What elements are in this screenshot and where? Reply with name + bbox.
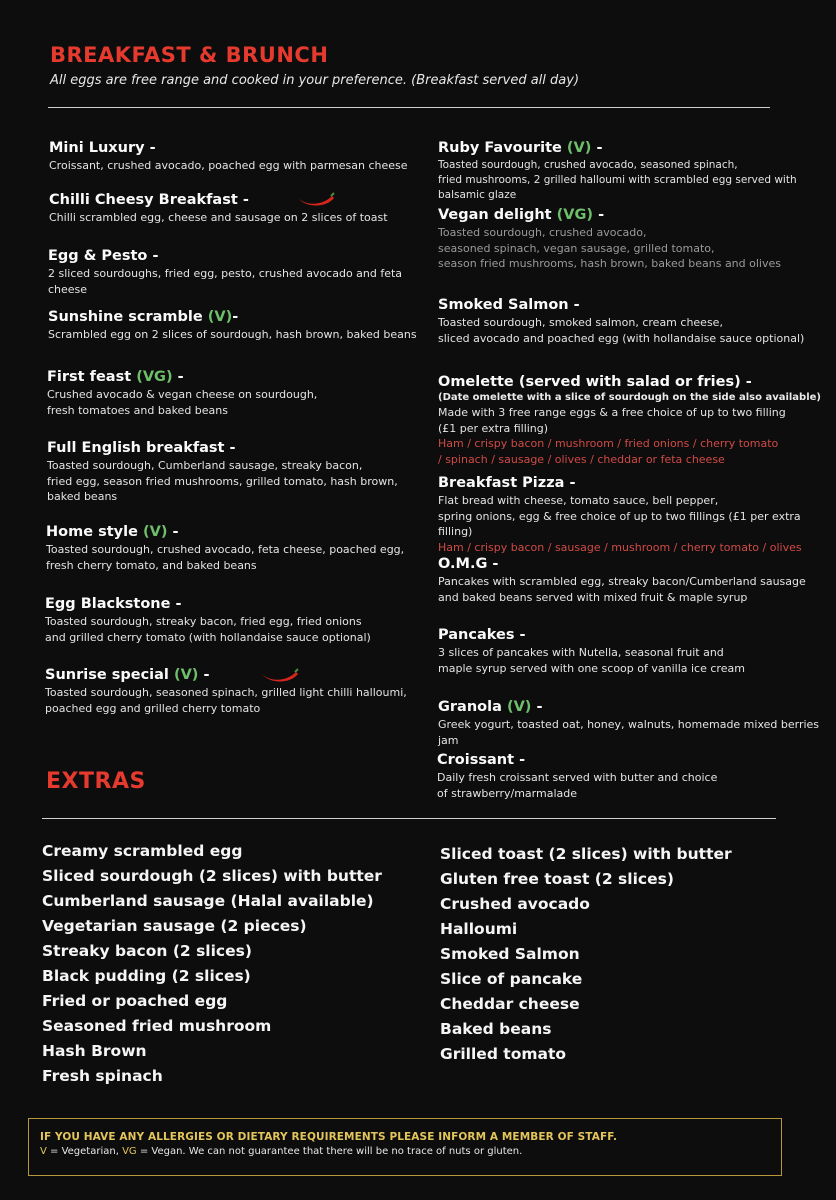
menu-item xyxy=(49,140,429,174)
item-desc: 3 slices of pancakes with Nutella, seasonal fruit and maple syrup served with one scoop of vanilla ice cream xyxy=(438,646,745,675)
item-name: Chilli Cheesy Breakfast - xyxy=(49,192,249,208)
menu-item xyxy=(49,192,429,226)
item-name: Granola (V) - xyxy=(438,699,543,715)
extra-item: Cumberland sausage (Halal available) xyxy=(42,892,374,910)
menu-item xyxy=(438,699,830,748)
extra-item: Smoked Salmon xyxy=(440,945,580,963)
extra-item: Sliced sourdough (2 slices) with butter xyxy=(42,867,382,885)
item-desc: Daily fresh croissant served with butter and choice of strawberry/marmalade xyxy=(437,771,718,800)
extra-item: Hash Brown xyxy=(42,1042,147,1060)
extra-item: Halloumi xyxy=(440,920,518,938)
veg-tag: (V) xyxy=(566,140,592,156)
item-options: Ham / crispy bacon / mushroom / fried onions / cherry tomato / spinach / sausage / olives / cheddar or feta cheese xyxy=(438,437,779,466)
menu-item xyxy=(48,248,428,297)
extra-item: Crushed avocado xyxy=(440,895,590,913)
item-name: Egg & Pesto - xyxy=(48,248,159,264)
item-desc: Toasted sourdough, Cumberland sausage, streaky bacon, fried egg, season fried mushrooms, grilled tomato, hash brown, baked beans xyxy=(47,459,398,503)
allergy-notice xyxy=(28,1118,782,1176)
item-desc: Toasted sourdough, seasoned spinach, grilled light chilli halloumi, poached egg and grilled cherry tomato xyxy=(45,686,407,715)
menu-item xyxy=(48,309,428,343)
item-name: Full English breakfast - xyxy=(47,440,236,456)
item-desc: Toasted sourdough, streaky bacon, fried egg, fried onions and grilled cherry tomato (with hollandaise sauce optional) xyxy=(45,615,371,644)
vg-key: VG xyxy=(122,1146,137,1157)
item-name: Mini Luxury - xyxy=(49,140,156,156)
veg-tag: (V) xyxy=(506,699,532,715)
menu-item xyxy=(438,140,828,203)
item-name: Ruby Favourite (V) - xyxy=(438,140,603,156)
extra-item: Seasoned fried mushroom xyxy=(42,1017,272,1035)
v-key: V xyxy=(40,1146,47,1157)
item-options: Ham / crispy bacon / sausage / mushroom / cherry tomato / olives xyxy=(438,540,802,554)
extra-item: Baked beans xyxy=(440,1020,552,1038)
extras-right-list xyxy=(440,842,732,1067)
item-name: Sunrise special (V) - xyxy=(45,667,210,683)
item-name: Smoked Salmon - xyxy=(438,297,580,313)
extras-left-list xyxy=(42,839,382,1089)
item-name: Home style (V) - xyxy=(46,524,179,540)
allergy-notice-heading: IF YOU HAVE ANY ALLERGIES OR DIETARY REQUIREMENTS PLEASE INFORM A MEMBER OF STAFF. xyxy=(40,1131,618,1143)
menu-item xyxy=(45,596,425,645)
item-desc: Crushed avocado & vegan cheese on sourdough, fresh tomatoes and baked beans xyxy=(47,388,318,417)
item-desc: Toasted sourdough, crushed avocado, feta cheese, poached egg, fresh cherry tomato, and baked beans xyxy=(46,543,405,572)
menu-item xyxy=(438,374,828,467)
menu-item xyxy=(438,627,828,676)
menu-item xyxy=(46,524,426,573)
item-desc: Croissant, crushed avocado, poached egg with parmesan cheese xyxy=(49,159,408,172)
item-name: Sunshine scramble (V)- xyxy=(48,309,239,325)
item-desc: Greek yogurt, toasted oat, honey, walnuts, homemade mixed berries jam xyxy=(438,718,820,747)
item-name: Egg Blackstone - xyxy=(45,596,182,612)
section-divider xyxy=(48,107,770,108)
extra-item: Streaky bacon (2 slices) xyxy=(42,942,252,960)
breakfast-subtitle: All eggs are free range and cooked in your preference. (Breakfast served all day) xyxy=(50,73,580,88)
item-name: Omelette (served with salad or fries) - xyxy=(438,374,752,390)
extra-item: Sliced toast (2 slices) with butter xyxy=(440,845,732,863)
item-desc: Toasted sourdough, smoked salmon, cream cheese, sliced avocado and poached egg (with hollandaise sauce optional) xyxy=(438,316,805,345)
item-desc: Pancakes with scrambled egg, streaky bacon/Cumberland sausage and baked beans served with mixed fruit & maple syrup xyxy=(438,575,806,604)
item-name: Croissant - xyxy=(437,752,526,768)
item-desc: Toasted sourdough, crushed avocado, seasoned spinach, fried mushrooms, 2 grilled halloumi with scrambled egg served with balsamic glaze xyxy=(438,159,797,201)
veg-tag: (V) xyxy=(207,309,233,325)
extra-item: Slice of pancake xyxy=(440,970,583,988)
menu-item xyxy=(437,752,827,801)
vegan-tag: (VG) xyxy=(136,369,173,385)
menu-item xyxy=(47,440,427,505)
menu-item xyxy=(47,369,427,418)
vegan-tag: (VG) xyxy=(556,207,594,223)
extra-item: Creamy scrambled egg xyxy=(42,842,243,860)
item-desc: Flat bread with cheese, tomato sauce, bell pepper, spring onions, egg & free choice of up to two fillings (£1 per extra filling) xyxy=(438,494,801,538)
item-desc: Chilli scrambled egg, cheese and sausage on 2 slices of toast xyxy=(49,211,388,224)
menu-item xyxy=(438,475,833,555)
extra-item: Vegetarian sausage (2 pieces) xyxy=(42,917,307,935)
extra-item: Black pudding (2 slices) xyxy=(42,967,251,985)
menu-item xyxy=(438,297,828,346)
extras-title: EXTRAS xyxy=(46,769,146,794)
item-name: Breakfast Pizza - xyxy=(438,475,576,491)
item-desc: Made with 3 free range eggs & a free choice of up to two filling (£1 per extra filling) xyxy=(438,406,786,435)
menu-item xyxy=(438,207,828,272)
menu-item xyxy=(45,667,425,716)
veg-tag: (V) xyxy=(142,524,168,540)
extra-item: Fried or poached egg xyxy=(42,992,228,1010)
extra-item: Gluten free toast (2 slices) xyxy=(440,870,674,888)
item-desc: Scrambled egg on 2 slices of sourdough, hash brown, baked beans xyxy=(48,328,417,341)
menu-item xyxy=(438,556,828,605)
extra-item: Cheddar cheese xyxy=(440,995,580,1013)
item-name: Pancakes - xyxy=(438,627,526,643)
extra-item: Fresh spinach xyxy=(42,1067,163,1085)
chilli-icon xyxy=(260,668,300,684)
extra-item: Grilled tomato xyxy=(440,1045,567,1063)
item-name: O.M.G - xyxy=(438,556,499,572)
item-name: First feast (VG) - xyxy=(47,369,184,385)
item-name: Vegan delight (VG) - xyxy=(438,207,605,223)
section-divider xyxy=(42,818,776,819)
veg-tag: (V) xyxy=(173,667,199,683)
breakfast-title: BREAKFAST & BRUNCH xyxy=(50,43,329,67)
item-note: (Date omelette with a slice of sourdough on the side also available) xyxy=(438,392,821,403)
item-desc: Toasted sourdough, crushed avocado, seasoned spinach, vegan sausage, grilled tomato, season fried mushrooms, hash brown, baked beans and olives xyxy=(438,226,781,270)
chilli-icon xyxy=(296,192,336,208)
allergy-notice-text: V = Vegetarian, VG = Vegan. We can not guarantee that there will be no trace of nuts or gluten. xyxy=(40,1146,523,1157)
item-desc: 2 sliced sourdoughs, fried egg, pesto, crushed avocado and feta cheese xyxy=(48,267,403,296)
